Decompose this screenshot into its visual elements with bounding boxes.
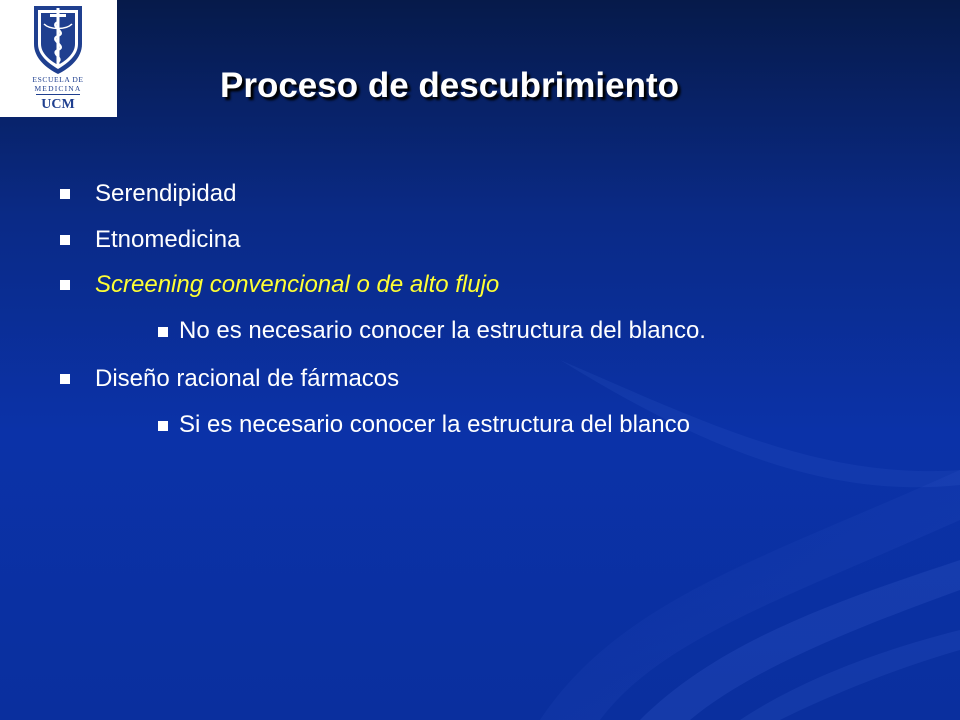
logo-line2: MEDICINA — [34, 84, 82, 93]
square-bullet-icon — [60, 374, 70, 384]
bullet-item — [60, 225, 240, 255]
square-bullet-icon — [158, 327, 168, 337]
slide-title: Proceso de descubrimiento — [220, 66, 680, 105]
bullet-item — [60, 364, 399, 394]
sub-bullet-text: Si es necesario conocer la estructura del blanco — [179, 411, 690, 438]
sub-bullet-item — [158, 316, 706, 346]
bullet-item-highlighted — [60, 270, 499, 300]
sub-bullet-item — [158, 410, 690, 440]
logo-line3: UCM — [41, 97, 75, 112]
bullet-text: Diseño racional de fármacos — [95, 365, 400, 392]
sub-bullet-text: No es necesario conocer la estructura del blanco. — [179, 317, 706, 344]
square-bullet-icon — [158, 421, 168, 431]
square-bullet-icon — [60, 235, 70, 245]
bullet-text: Screening convencional o de alto flujo — [95, 271, 500, 298]
bullet-text: Serendipidad — [95, 180, 237, 207]
square-bullet-icon — [60, 189, 70, 199]
bullet-item — [60, 179, 236, 209]
square-bullet-icon — [60, 280, 70, 290]
logo-line1: ESCUELA DE — [32, 75, 84, 84]
bullet-text: Etnomedicina — [95, 226, 241, 253]
